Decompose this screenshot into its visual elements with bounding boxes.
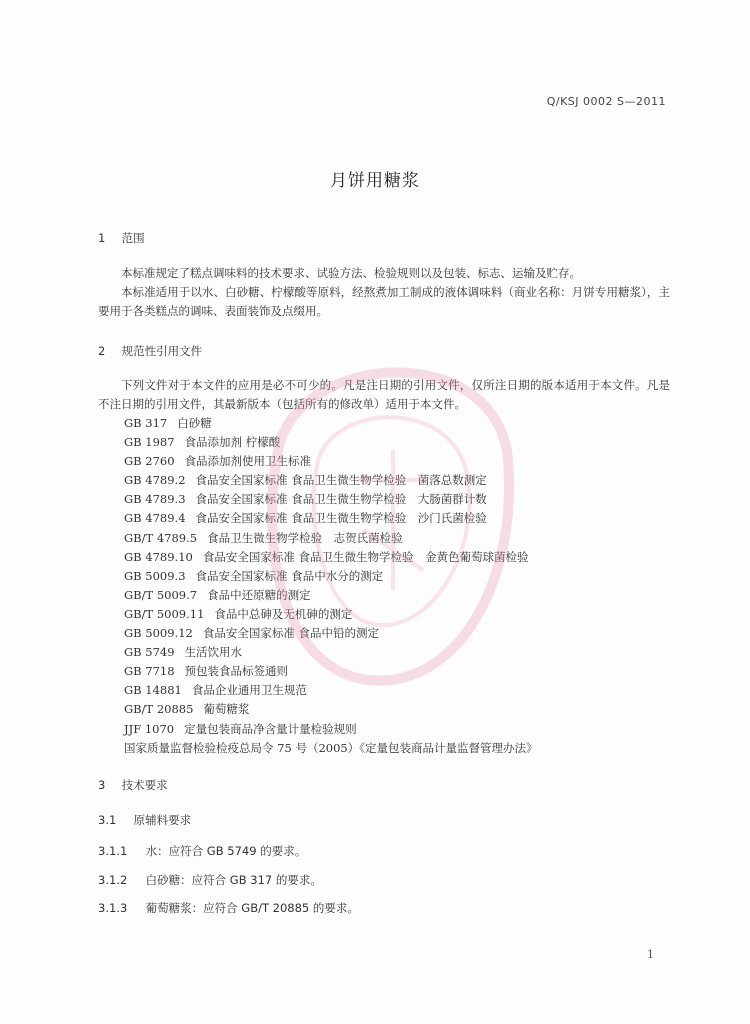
reference-code: GB 14881 — [124, 683, 182, 698]
document-title: 月饼用糖浆 — [330, 171, 420, 191]
clause-number: 3.1.1 — [98, 844, 128, 858]
clause-text: 白砂糖：应符合 GB 317 的要求。 — [145, 873, 322, 887]
reference-name: 食品添加剂使用卫生标准 — [184, 454, 312, 469]
reference-name: 食品卫生微生物学检验 志贺氏菌检验 — [207, 530, 403, 545]
reference-code: JJF 1070 — [124, 721, 175, 736]
reference-item — [124, 624, 664, 643]
reference-item — [124, 471, 664, 490]
reference-code: GB 4789.4 — [124, 511, 186, 526]
reference-name: 国家质量监督检验检疫总局令 75 号（2005）《定量包装商品计量监督管理办法》 — [124, 740, 538, 755]
reference-list — [124, 414, 664, 758]
reference-item — [124, 490, 664, 509]
reference-name: 食品安全国家标准 食品卫生微生物学检验 菌落总数测定 — [195, 473, 487, 488]
standard-code: Q/KSJ 0002 S—2011 — [546, 95, 666, 108]
section-3-heading — [98, 777, 168, 793]
clause-3-1-2 — [98, 872, 322, 888]
reference-item — [124, 509, 664, 528]
page-number: 1 — [647, 948, 654, 961]
section-2-title: 规范性引用文件 — [121, 344, 203, 358]
reference-name: 食品安全国家标准 食品中铅的测定 — [202, 626, 380, 641]
reference-name: 食品中还原糖的测定 — [207, 587, 311, 602]
section-2-number: 2 — [98, 344, 106, 358]
reference-code: GB 1987 — [124, 435, 175, 450]
section-1-heading — [98, 230, 145, 246]
clause-3-1-1 — [98, 843, 306, 859]
reference-name: 食品安全国家标准 食品卫生微生物学检验 大肠菌群计数 — [195, 492, 487, 507]
section-1-paragraph-1: 本标准规定了糕点调味料的技术要求、试验方法、检验规则以及包装、标志、运输及贮存。 — [121, 266, 581, 280]
reference-item — [124, 548, 664, 567]
section-3-1-title: 原辅料要求 — [133, 813, 192, 827]
section-3-title: 技术要求 — [121, 778, 168, 792]
reference-code: GB 5749 — [124, 645, 175, 660]
section-1-paragraph-2: 本标准适用于以水、白砂糖、柠檬酸等原料，经熬煮加工制成的液体调味料（商业名称：月饼专用糖浆），主要用于各类糕点的调味、表面装饰及点缀用。 — [98, 285, 670, 318]
reference-code: GB 5009.3 — [124, 568, 186, 583]
reference-item — [124, 720, 664, 739]
reference-item — [124, 605, 664, 624]
reference-name: 食品安全国家标准 食品中水分的测定 — [195, 568, 384, 583]
clause-number: 3.1.3 — [98, 901, 128, 915]
reference-item — [124, 643, 664, 662]
reference-name: 定量包装商品净含量计量检验规则 — [184, 721, 357, 736]
section-3-number: 3 — [98, 778, 106, 792]
reference-item — [124, 700, 664, 719]
reference-item — [124, 567, 664, 586]
reference-code: GB 7718 — [124, 664, 175, 679]
reference-item — [124, 433, 664, 452]
reference-item — [124, 662, 664, 681]
section-2-heading — [98, 343, 202, 359]
reference-name: 食品安全国家标准 食品卫生微生物学检验 沙门氏菌检验 — [195, 511, 487, 526]
reference-name: 白砂糖 — [177, 416, 212, 430]
reference-code: GB/T 5009.11 — [124, 606, 205, 621]
section-1-number: 1 — [98, 231, 106, 245]
reference-name: 生活饮用水 — [184, 645, 243, 660]
reference-code: GB 5009.12 — [124, 626, 193, 641]
reference-code: GB 4789.10 — [124, 549, 193, 564]
reference-code: GB/T 20885 — [124, 702, 194, 717]
reference-code: GB/T 5009.7 — [124, 587, 198, 602]
reference-code: GB 317 — [124, 416, 168, 430]
section-3-1-number: 3.1 — [98, 813, 117, 827]
section-2-intro: 下列文件对于本文件的应用是必不可少的。凡是注日期的引用文件，仅所注日期的版本适用于本文件。凡是不注日期的引用文件，其最新版本（包括所有的修改单）适用于本文件。 — [98, 378, 670, 411]
reference-item — [124, 414, 664, 433]
reference-name: 食品安全国家标准 食品卫生微生物学检验 金黄色葡萄球菌检验 — [202, 549, 529, 564]
reference-code: GB 4789.2 — [124, 473, 186, 488]
clause-text: 葡萄糖浆：应符合 GB/T 20885 的要求。 — [145, 901, 359, 915]
reference-code: GB 2760 — [124, 454, 175, 469]
reference-item — [124, 739, 664, 758]
clause-3-1-3 — [98, 900, 359, 916]
reference-item — [124, 529, 664, 548]
reference-item — [124, 452, 664, 471]
reference-name: 预包装食品标签通则 — [184, 664, 289, 679]
reference-item — [124, 586, 664, 605]
section-1-title: 范围 — [121, 231, 145, 245]
reference-name: 食品企业通用卫生规范 — [191, 683, 307, 698]
reference-name: 食品中总砷及无机砷的测定 — [214, 606, 353, 621]
clause-number: 3.1.2 — [98, 873, 128, 887]
clause-text: 水：应符合 GB 5749 的要求。 — [145, 844, 307, 858]
reference-name: 葡萄糖浆 — [203, 702, 250, 717]
reference-name: 食品添加剂 柠檬酸 — [184, 435, 281, 450]
reference-item — [124, 681, 664, 700]
reference-code: GB/T 4789.5 — [124, 530, 198, 545]
section-3-1-heading — [98, 812, 191, 828]
reference-code: GB 4789.3 — [124, 492, 186, 507]
